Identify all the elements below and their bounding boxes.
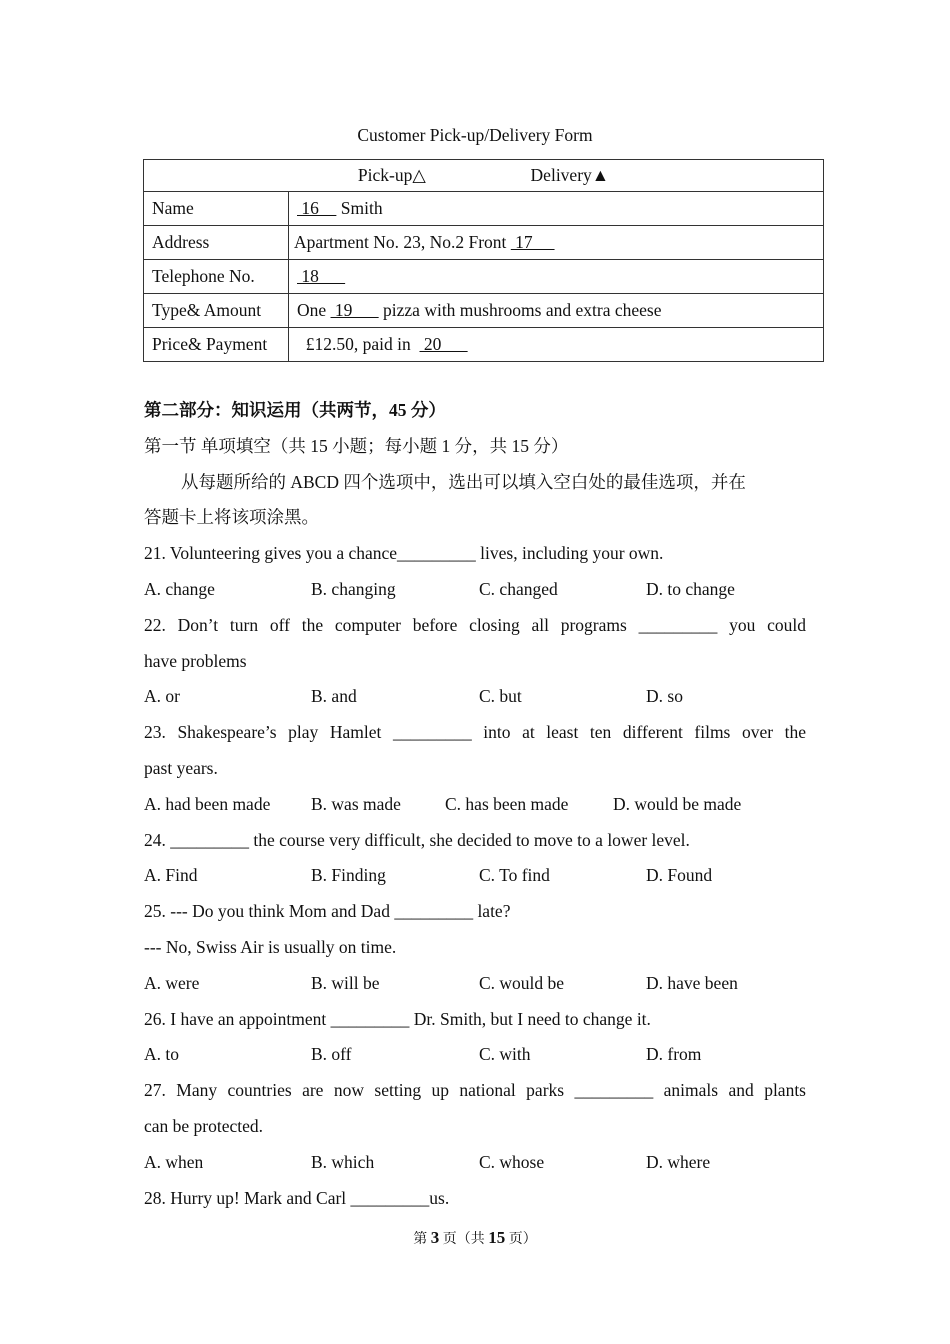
question-stem-cont: can be protected. [144,1115,264,1136]
row-value: 16 Smith [289,192,824,226]
question-stem: 22. Don’t turn off the computer before closing all programs _________ you could [144,614,806,635]
option-d: D. would be made [613,793,742,814]
row-value: One 19 pizza with mushrooms and extra cheese [289,294,824,328]
option-a: A. when [144,1151,204,1172]
row-label: Address [144,226,289,260]
form-title: Customer Pick-up/Delivery Form [357,125,593,145]
question-stem: 25. --- Do you think Mom and Dad _________ late? [144,901,511,922]
row-label: Name [144,192,289,226]
option-d: D. from [646,1044,702,1065]
blank-18: 18 [297,266,346,286]
row-value: Apartment No. 23, No.2 Front 17 [289,226,824,260]
question-26 [144,1002,806,1074]
question-stem: 26. I have an appointment _________ Dr. Smith, but I need to change it. [144,1008,651,1029]
question-25 [144,894,806,1001]
option-d: D. where [646,1151,711,1172]
question-options [144,858,806,894]
option-b: B. changing [311,578,396,599]
row-label: Price& Payment [144,328,289,362]
question-options [144,679,806,715]
option-a: A. to [144,1044,179,1065]
question-stem: 24. _________ the course very difficult, she decided to move to a lower level. [144,829,690,850]
blank-16: 16 [297,198,337,218]
question-stem: 23. Shakespeare’s play Hamlet _________ into at least ten different films over the [144,722,806,743]
option-c: C. has been made [445,793,569,814]
option-c: C. with [479,1044,531,1065]
option-d: D. so [646,686,683,707]
option-b: B. and [311,686,357,707]
question-stem: 28. Hurry up! Mark and Carl _________us. [144,1187,450,1208]
option-c: C. changed [479,578,558,599]
option-c: C. whose [479,1151,545,1172]
option-b: B. Finding [311,865,386,886]
row-value [289,260,824,294]
option-d: D. have been [646,972,738,993]
instructions-line: 从每题所给的 ABCD 四个选项中，选出可以填入空白处的最佳选项，并在 [181,471,746,492]
question-23 [144,715,806,822]
row-label: Telephone No. [144,260,289,294]
question-options [144,572,806,608]
page-footer: 第 3 页（共 15 页） [413,1228,537,1247]
form-type-row [144,160,824,192]
row-value: £12.50, paid in 20 [289,328,824,362]
question-27 [144,1073,806,1180]
blank-19: 19 [330,300,379,320]
section-subheading: 第一节 单项填空（共 15 小题；每小题 1 分，共 15 分） [144,435,569,456]
blank-20: 20 [419,334,468,354]
question-stem: 27. Many countries are now setting up national parks _________ animals and plants [144,1080,806,1101]
option-a: A. or [144,686,180,707]
delivery-form-table [143,159,824,362]
option-a: A. had been made [144,793,271,814]
question-options [144,966,806,1002]
option-a: A. Find [144,865,198,886]
option-b: B. which [311,1151,375,1172]
question-options [144,1037,806,1073]
instructions-line: 答题卡上将该项涂黑。 [144,507,319,528]
question-stem-cont: past years. [144,757,218,778]
option-b: B. off [311,1044,352,1065]
page-number: 3 [430,1228,440,1247]
question-options [144,1145,806,1181]
question-28 [144,1181,806,1217]
option-b: B. was made [311,793,401,814]
exam-body [144,393,806,1216]
question-22 [144,608,806,715]
row-label: Type& Amount [144,294,289,328]
option-d: D. Found [646,865,713,886]
question-stem: 21. Volunteering gives you a chance_________ lives, including your own. [144,543,664,564]
question-options [144,787,806,823]
option-a: A. change [144,578,215,599]
option-b: B. will be [311,972,380,993]
blank-17: 17 [510,232,555,252]
option-c: C. but [479,686,522,707]
page-total: 15 [488,1228,506,1247]
delivery-option: Delivery▲ [530,165,610,185]
question-stem-cont: have problems [144,650,247,671]
pickup-option: Pick-up△ [357,165,426,185]
question-stem-cont: --- No, Swiss Air is usually on time. [144,936,397,957]
question-21 [144,536,806,608]
option-a: A. were [144,972,200,993]
option-d: D. to change [646,578,735,599]
option-c: C. would be [479,972,565,993]
question-24 [144,823,806,895]
part-heading: 第二部分：知识运用（共两节，45 分） [144,400,446,420]
option-c: C. To find [479,865,550,886]
